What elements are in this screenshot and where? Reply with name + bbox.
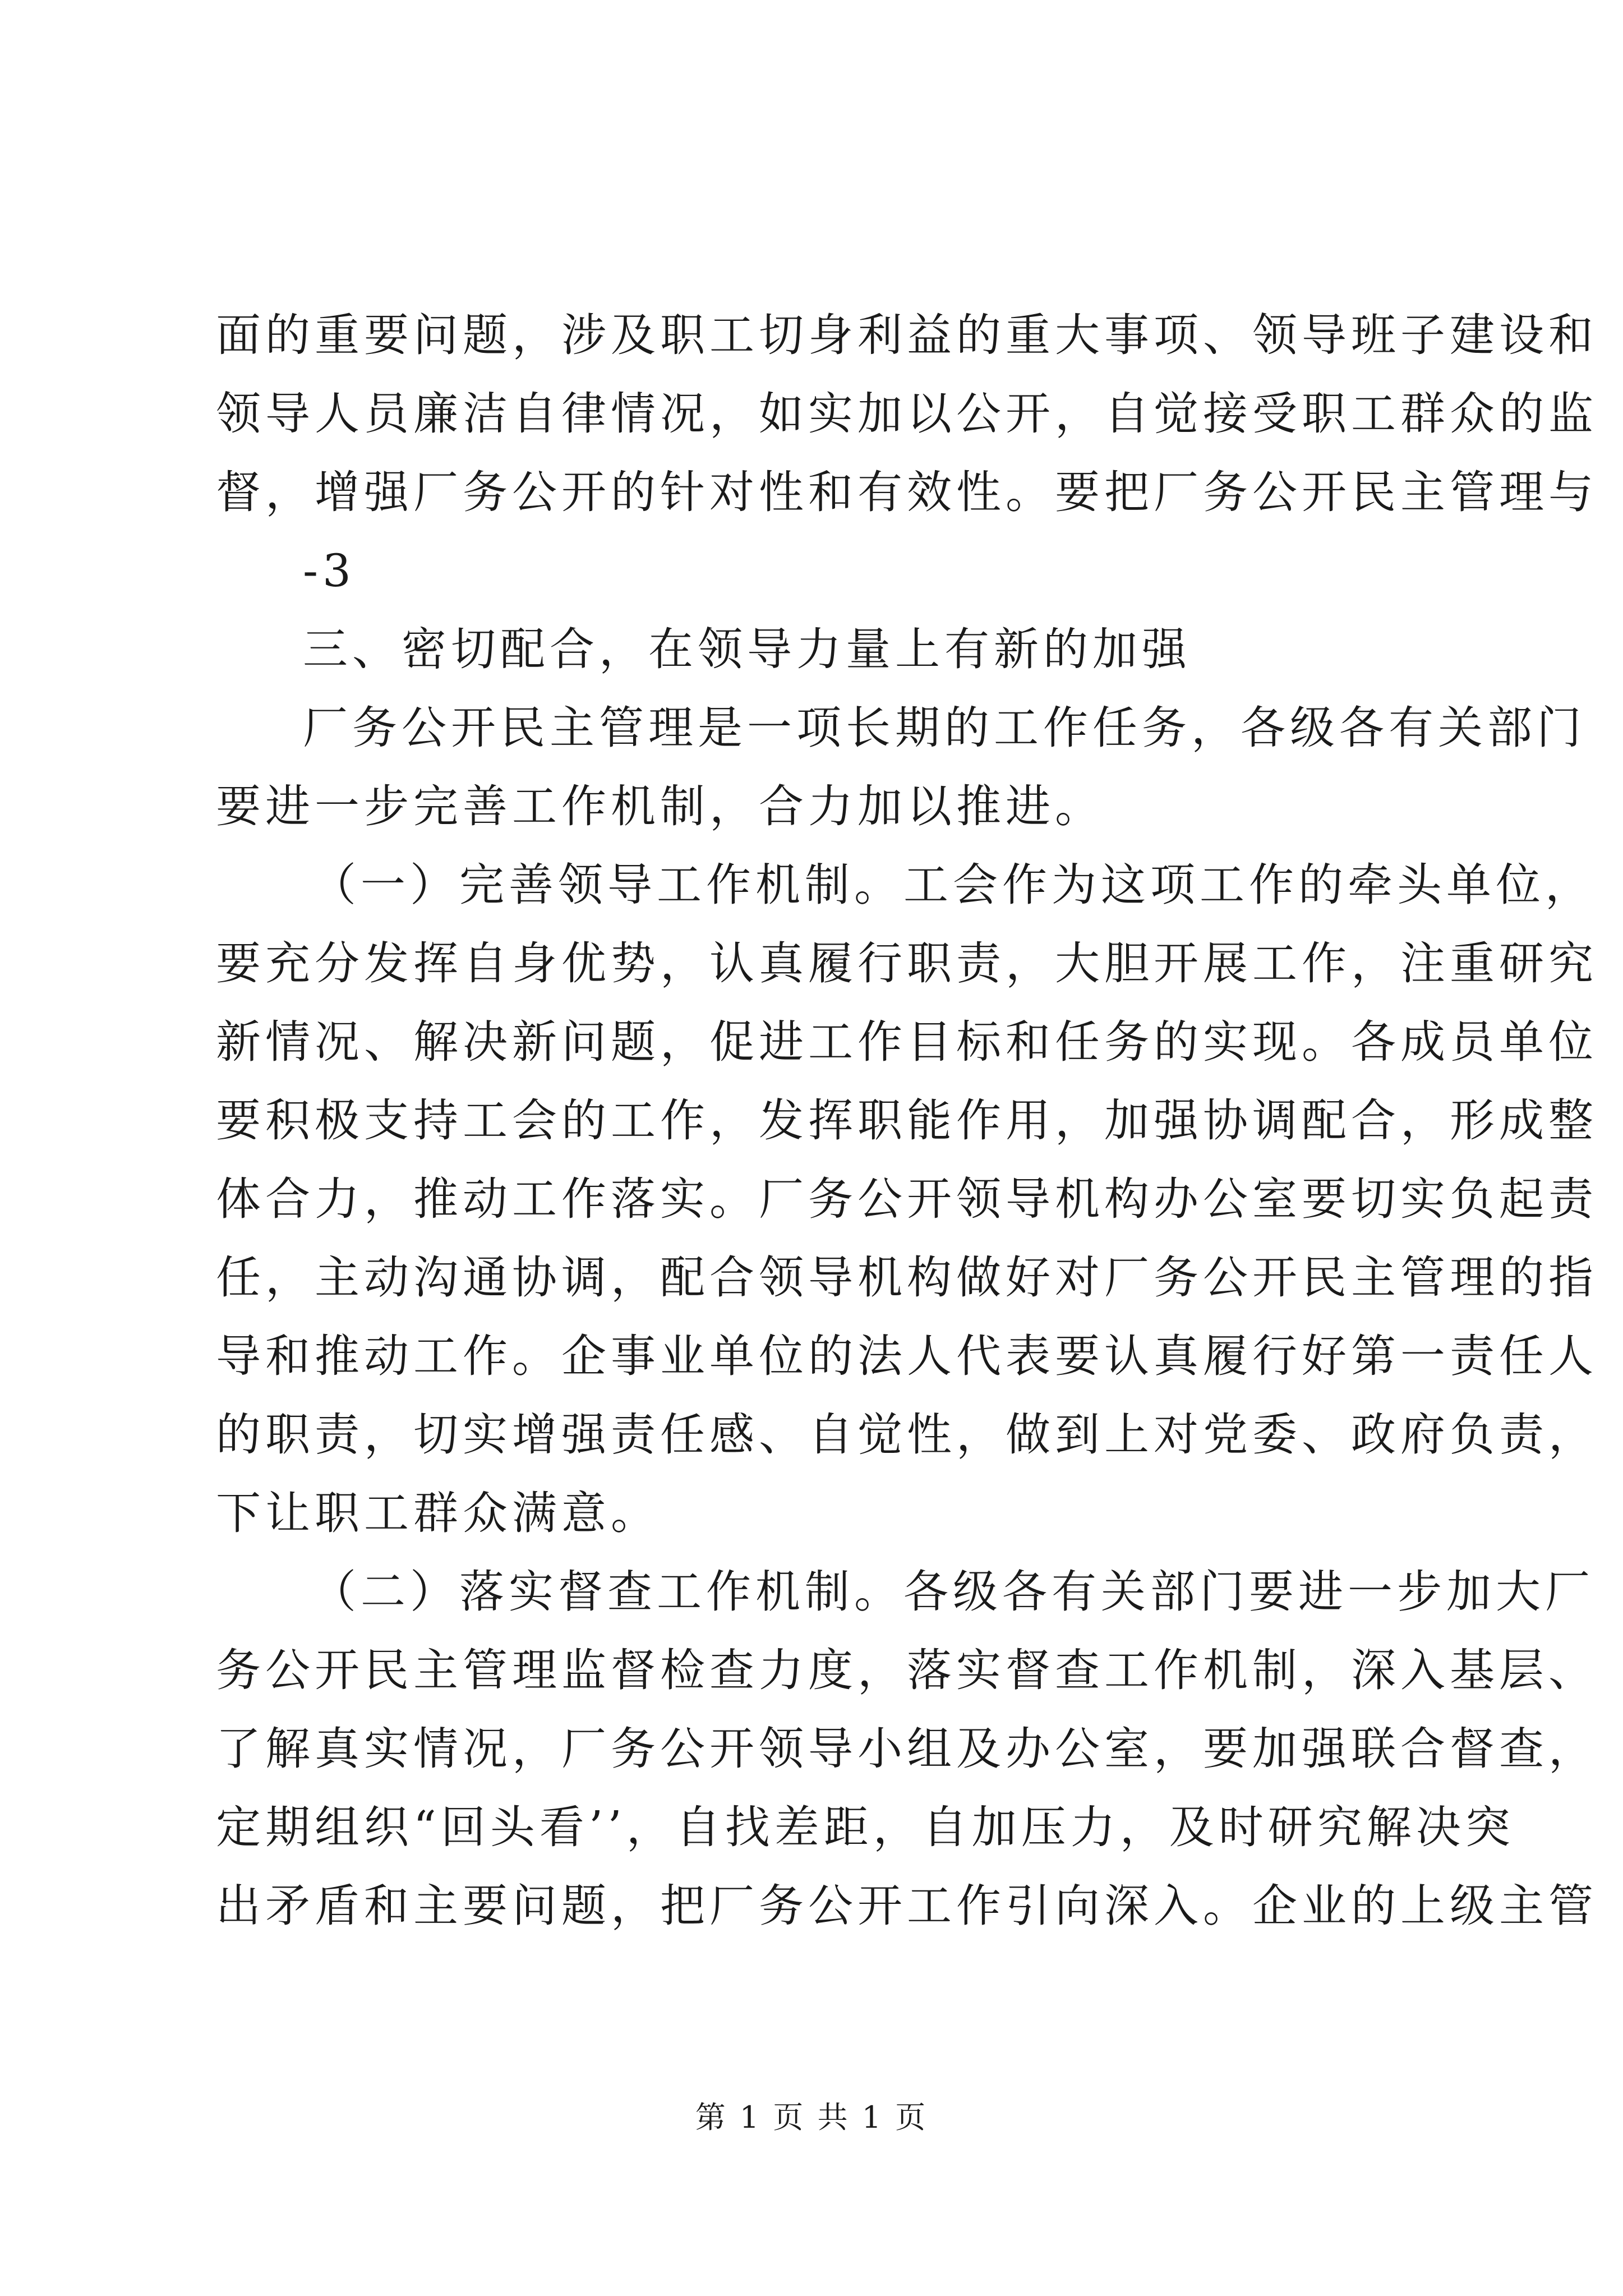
body-line: 定期组织“回头看’’，自找差距，自加压力，及时研究解决突 bbox=[216, 1801, 1515, 1853]
body-line: 领导人员廉洁自律情况，如实加以公开，自觉接受职工群众的监 bbox=[216, 388, 1598, 440]
body-line: 要充分发挥自身优势，认真履行职责，大胆开展工作，注重研究 bbox=[216, 937, 1598, 990]
body-line: 要积极支持工会的工作，发挥职能作用，加强协调配合，形成整 bbox=[216, 1094, 1598, 1147]
body-line: 厂务公开民主管理是一项长期的工作任务，各级各有关部门 bbox=[303, 702, 1586, 754]
body-line: 面的重要问题，涉及职工切身利益的重大事项、领导班子建设和 bbox=[216, 309, 1598, 361]
page-footer: 第 1 页 共 1 页 bbox=[695, 2100, 928, 2135]
subsection-line: （二）落实督查工作机制。各级各有关部门要进一步加大厂 bbox=[311, 1566, 1594, 1618]
body-line: 要进一步完善工作机制，合力加以推进。 bbox=[216, 780, 1104, 832]
body-line: 体合力，推动工作落实。厂务公开领导机构办公室要切实负起责 bbox=[216, 1173, 1598, 1225]
section-heading: 三、密切配合，在领导力量上有新的加强 bbox=[303, 623, 1191, 675]
body-line: 任，主动沟通协调，配合领导机构做好对厂务公开民主管理的指 bbox=[216, 1251, 1598, 1304]
page-number-marker: -3 bbox=[303, 545, 356, 597]
body-line: 督，增强厂务公开的针对性和有效性。要把厂务公开民主管理与 bbox=[216, 466, 1598, 518]
body-line: 出矛盾和主要问题，把厂务公开工作引向深入。企业的上级主管 bbox=[216, 1880, 1598, 1932]
body-line: 下让职工群众满意。 bbox=[216, 1487, 660, 1539]
body-line: 务公开民主管理监督检查力度，落实督查工作机制，深入基层、 bbox=[216, 1644, 1598, 1696]
body-line: 导和推动工作。企事业单位的法人代表要认真履行好第一责任人 bbox=[216, 1330, 1598, 1382]
body-line: 了解真实情况，厂务公开领导小组及办公室，要加强联合督查， bbox=[216, 1723, 1598, 1775]
body-line: 的职责，切实增强责任感、自觉性，做到上对党委、政府负责， bbox=[216, 1409, 1598, 1461]
subsection-line: （一）完善领导工作机制。工会作为这项工作的牵头单位， bbox=[311, 859, 1594, 911]
body-line: 新情况、解决新问题，促进工作目标和任务的实现。各成员单位 bbox=[216, 1016, 1598, 1068]
